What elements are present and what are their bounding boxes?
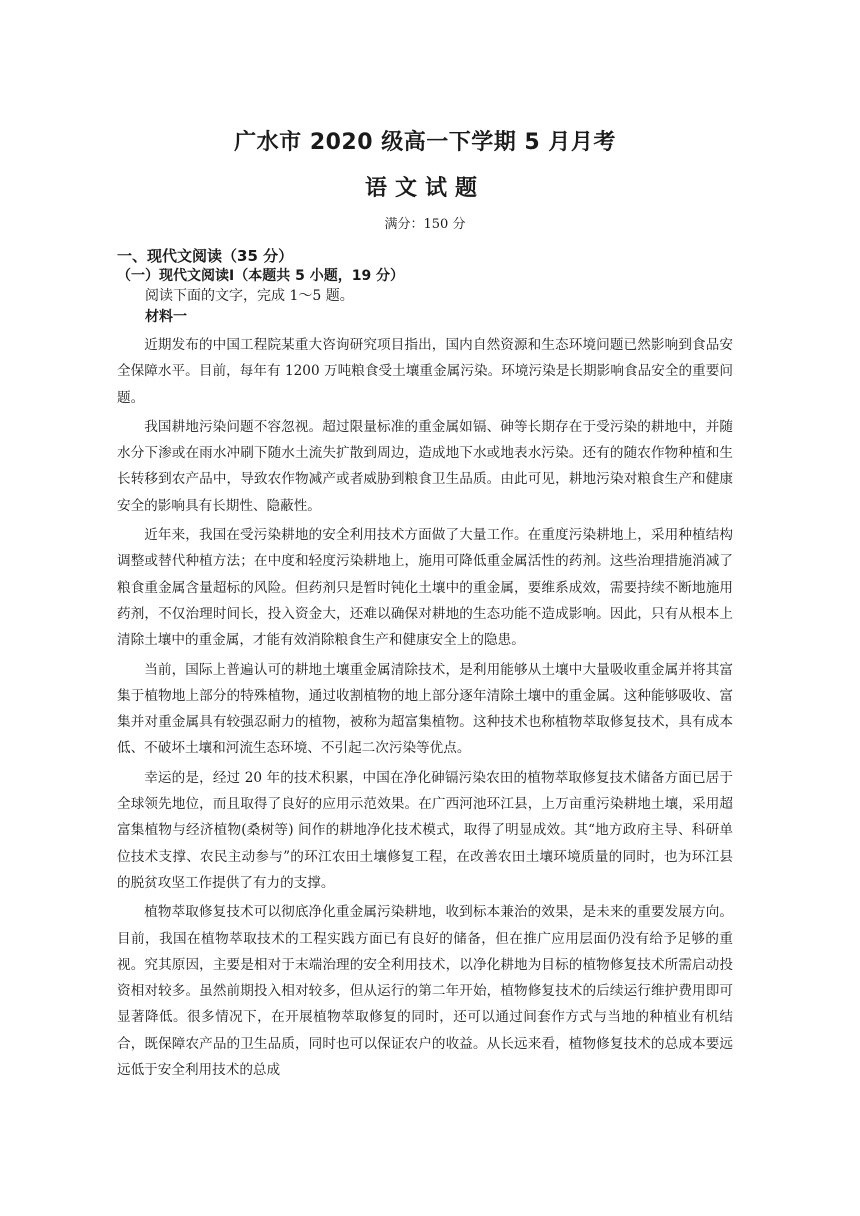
paragraph: 近期发布的中国工程院某重大咨询研究项目指出，国内自然资源和生态环境问题已然影响到食品安全保障水平。目前，每年有 1200 万吨粮食受土壤重金属污染。环境污染是长期影响食品安全的重要问题。	[117, 337, 733, 406]
full-score: 满分：150 分	[384, 217, 466, 232]
paragraph: 幸运的是，经过 20 年的技术积累，中国在净化砷镉污染农田的植物萃取修复技术储备方面已居于全球领先地位，而且取得了良好的应用示范效果。在广西河池环江县，上万亩重污染耕地土壤，采用超富集植物与经济植物(桑树等) 间作的耕地净化技术模式，取得了明显成效。其“地方政府主导、科研单位技术支撑、农民主动参与”的环江农田土壤修复工程，在改善农田土壤环境质量的同时，也为环江县的脱贫攻坚工作提供了有力的支撑。	[117, 769, 733, 891]
reading-instruction: 阅读下面的文字，完成 1～5 题。	[145, 288, 354, 304]
exam-title: 广水市 2020 级高一下学期 5 月月考	[234, 130, 616, 155]
paragraph: 近年来，我国在受污染耕地的安全利用技术方面做了大量工作。在重度污染耕地上，采用种植结构调整或替代种植方法；在中度和轻度污染耕地上，施用可降低重金属活性的药剂。这些治理措施消减了粮食重金属含量超标的风险。但药剂只是暂时钝化土壤中的重金属，要维系成效，需要持续不断地施用药剂，不仅治理时间长，投入资金大，还难以确保对耕地的生态功能不造成影响。因此，只有从根本上清除土壤中的重金属，才能有效消除粮食生产和健康安全上的隐患。	[117, 527, 733, 649]
paragraph: 当前，国际上普遍认可的耕地土壤重金属清除技术，是利用能够从土壤中大量吸收重金属并将其富集于植物地上部分的特殊植物，通过收割植物的地上部分逐年清除土壤中的重金属。这种能够吸收、富集并对重金属具有较强忍耐力的植物，被称为超富集植物。这种技术也称植物萃取修复技术，具有成本低、不破坏土壤和河流生态环境、不引起二次污染等优点。	[117, 661, 733, 757]
material-label: 材料一	[145, 309, 187, 325]
exam-page	[117, 128, 733, 1086]
subject-title: 语文试题	[364, 176, 485, 201]
section-heading-reading: 一、现代文阅读（35 分）	[117, 247, 294, 265]
paragraph: 我国耕地污染问题不容忽视。超过限量标准的重金属如镉、砷等长期存在于受污染的耕地中，并随水分下渗或在雨水冲刷下随水土流失扩散到周边，造成地下水或地表水污染。还有的随农作物种植和生长转移到农产品中，导致农作物减产或者威胁到粮食卫生品质。由此可见，耕地污染对粮食生产和健康安全的影响具有长期性、隐蔽性。	[117, 418, 733, 514]
subsection-heading-reading-1: （一）现代文阅读Ⅰ（本题共 5 小题，19 分）	[117, 268, 405, 284]
paragraph: 植物萃取修复技术可以彻底净化重金属污染耕地，收到标本兼治的效果，是未来的重要发展方向。目前，我国在植物萃取技术的工程实践方面已有良好的储备，但在推广应用层面仍没有给予足够的重视。究其原因，主要是相对于末端治理的安全利用技术，以净化耕地为目标的植物修复技术所需启动投资相对较多。虽然前期投入相对较多，但从运行的第二年开始，植物修复技术的后续运行维护费用即可显著降低。很多情况下，在开展植物萃取修复的同时，还可以通过间套作方式与当地的种植业有机结合，既保障农产品的卫生品质，同时也可以保证农户的收益。从长远来看，植物修复技术的总成本要远远低于安全利用技术的总成	[117, 904, 733, 1079]
